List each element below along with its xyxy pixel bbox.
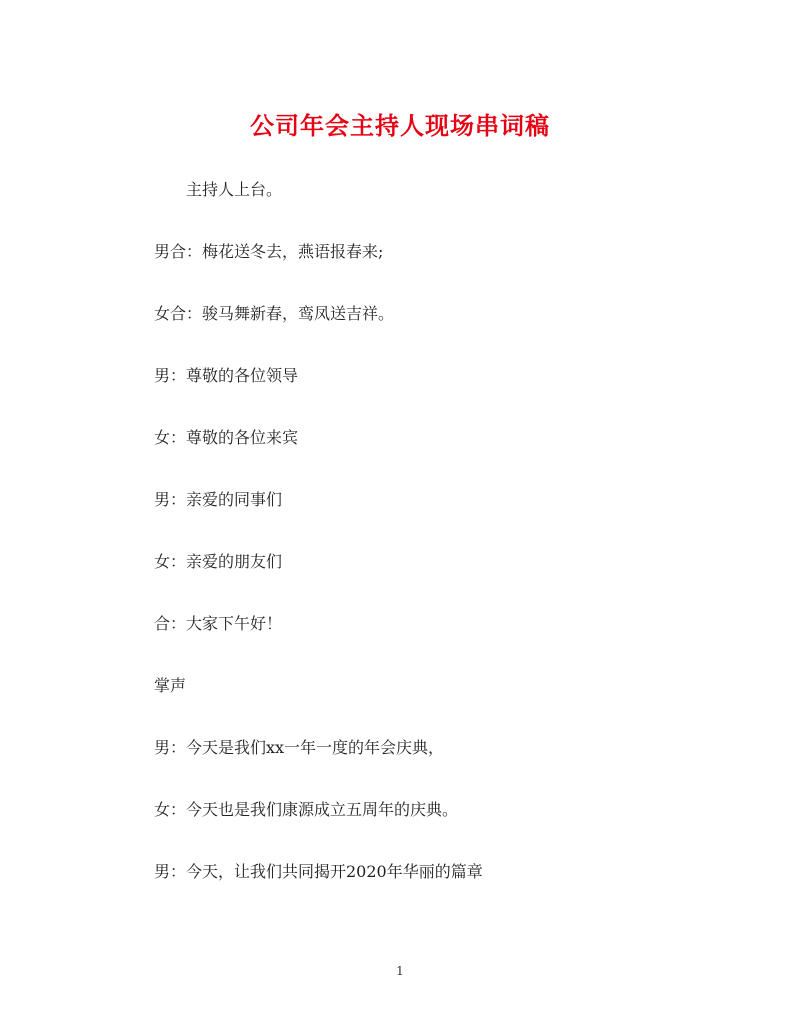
script-line: 男：今天是我们xx一年一度的年会庆典， <box>154 738 445 757</box>
page-title: 公司年会主持人现场串词稿 <box>250 111 550 140</box>
script-line: 合：大家下午好！ <box>154 614 283 633</box>
script-line: 男：亲爱的同事们 <box>154 490 283 509</box>
script-line: 女：亲爱的朋友们 <box>154 552 283 571</box>
script-line: 女：尊敬的各位来宾 <box>154 428 299 447</box>
script-line: 男：今天，让我们共同揭开2020年华丽的篇章 <box>154 862 483 881</box>
page-number: 1 <box>396 964 404 978</box>
script-line: 女：今天也是我们康源成立五周年的庆典。 <box>154 800 459 819</box>
script-line: 掌声 <box>154 676 187 695</box>
script-line: 男合：梅花送冬去，燕语报春来; <box>154 242 384 261</box>
script-line: 男：尊敬的各位领导 <box>154 366 299 385</box>
script-body <box>154 178 674 922</box>
script-line: 女合：骏马舞新春，鸾凤送吉祥。 <box>154 304 395 323</box>
script-line: 主持人上台。 <box>186 180 283 199</box>
